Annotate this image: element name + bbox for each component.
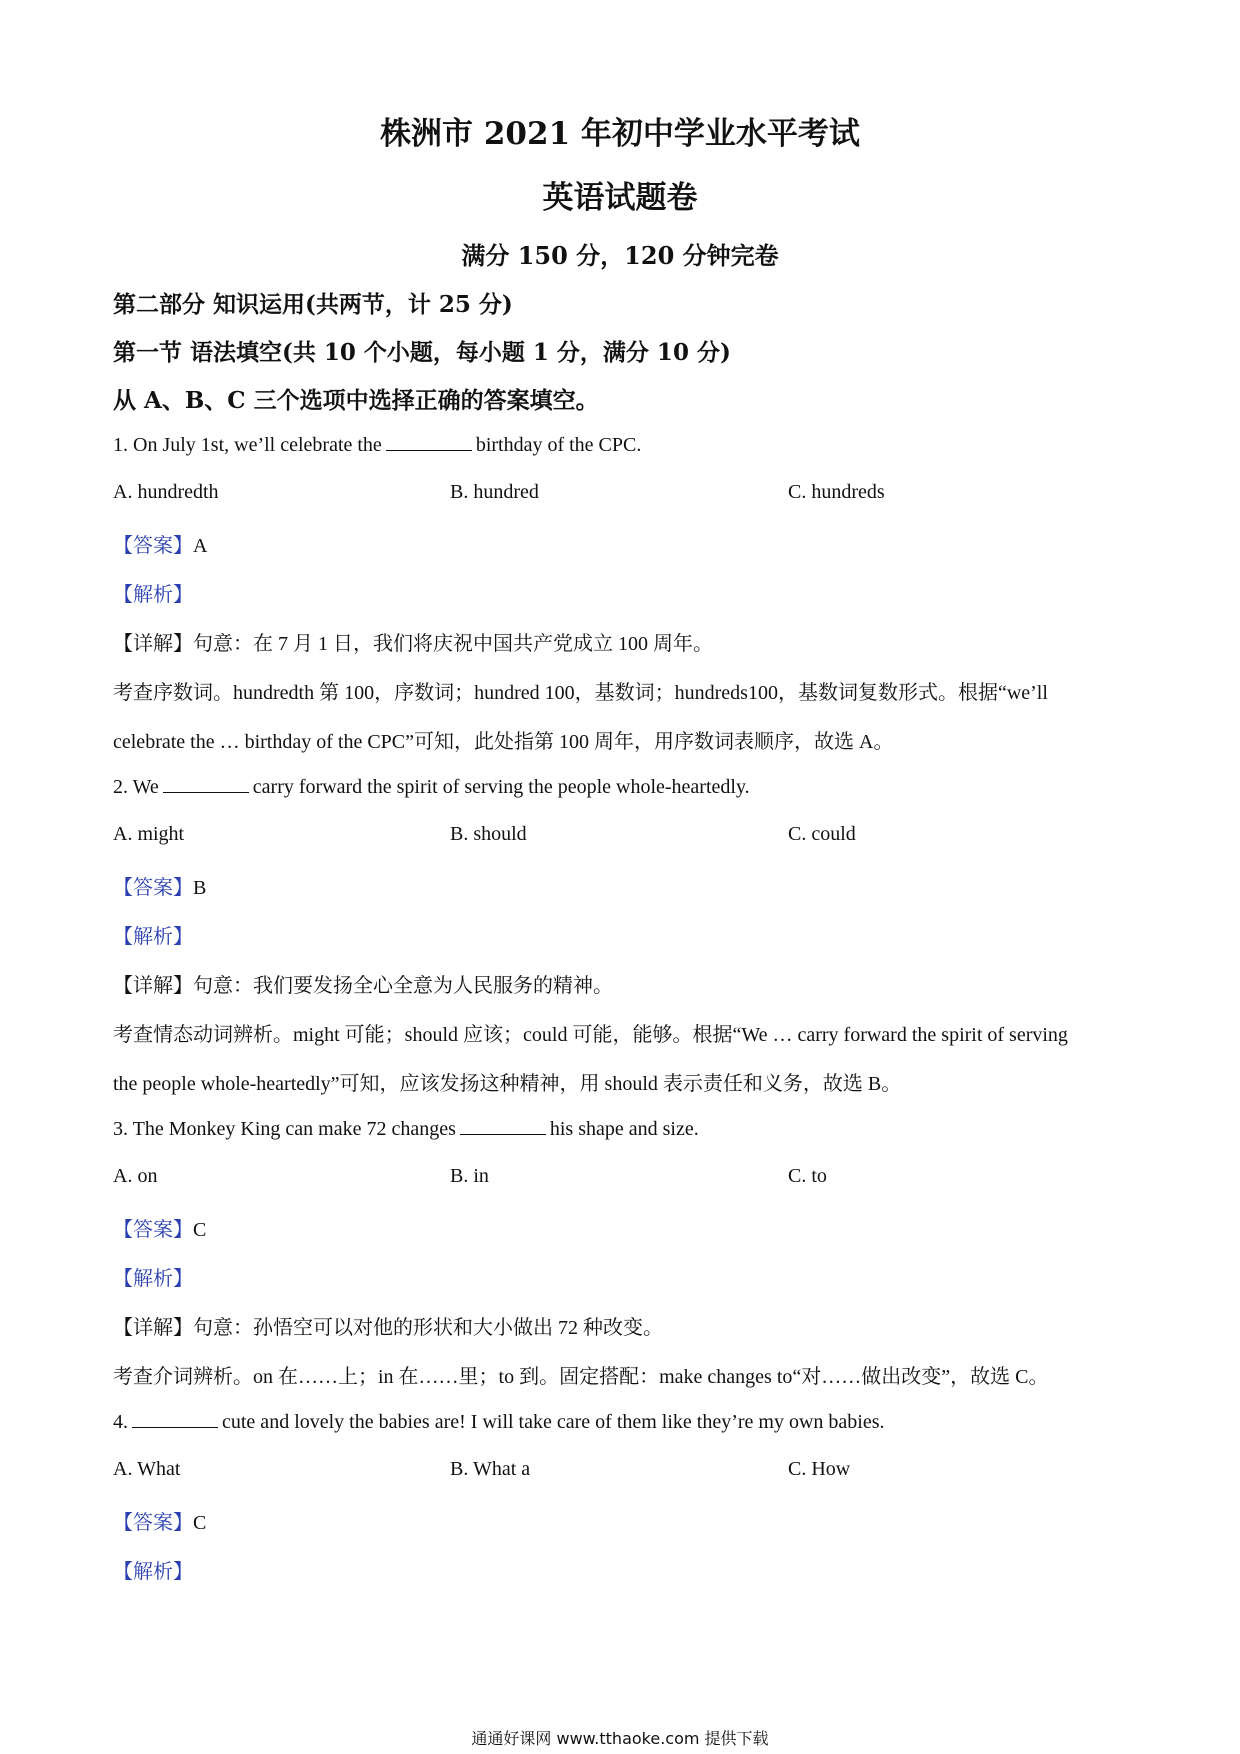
detail-line [113, 627, 1143, 656]
section-part: 第二部分 知识运用(共两节，计 25 分) [113, 291, 513, 318]
footer-watermark: 通通好课网 www.tthaoke.com 提供下载 [471, 1729, 769, 1748]
answer-tag: 【答案】 [113, 1219, 193, 1241]
detail-text: 句意：我们要发扬全心全意为人民服务的精神。 [193, 975, 613, 997]
detail-tag: 【详解】 [113, 1317, 193, 1339]
score-info: 满分 150 分，120 分钟完卷 [461, 241, 779, 270]
answer-value: B [193, 877, 207, 899]
detail-line [113, 1311, 1143, 1340]
detail-line [113, 969, 1143, 998]
explanation-line: 考查介词辨析。on 在……上；in 在……里；to 到。固定搭配：make changes to“对……做出改变”，故选 C。 [113, 1366, 1049, 1388]
question-3-stem [113, 1116, 1143, 1141]
option-c: C. to [788, 1165, 827, 1187]
stem-after: carry forward the spirit of serving the people whole-heartedly. [252, 776, 750, 798]
option-a: A. hundredth [113, 481, 219, 503]
option-a: A. might [113, 823, 185, 845]
answer-tag: 【答案】 [113, 1512, 193, 1534]
page-title: 株洲市 2021 年初中学业水平考试 [380, 116, 860, 152]
answer-value: C [193, 1512, 207, 1534]
stem-before: 2. We [113, 776, 159, 798]
answer-value: C [193, 1219, 207, 1241]
section-subsection: 第一节 语法填空(共 10 个小题，每小题 1 分，满分 10 分) [113, 339, 731, 366]
question-4-stem [113, 1409, 1143, 1434]
option-c: C. could [788, 823, 856, 845]
analysis-tag: 【解析】 [113, 584, 193, 606]
option-b: B. What a [450, 1458, 531, 1480]
answer-value: A [193, 535, 208, 557]
answer-blank [386, 432, 472, 451]
stem-after: birthday of the CPC. [475, 434, 642, 456]
stem-before: 4. [113, 1411, 128, 1433]
answer-tag: 【答案】 [113, 877, 193, 899]
page-subtitle: 英语试题卷 [542, 180, 698, 216]
option-b: B. hundred [450, 481, 539, 503]
analysis-line [113, 1262, 1143, 1291]
stem-before: 3. The Monkey King can make 72 changes [113, 1118, 456, 1140]
question-1-stem [113, 432, 1143, 457]
answer-line [113, 529, 1143, 558]
stem-before: 1. On July 1st, we’ll celebrate the [113, 434, 382, 456]
analysis-tag: 【解析】 [113, 926, 193, 948]
explanation-line: celebrate the … birthday of the CPC”可知，此处指第 100 周年，用序数词表顺序，故选 A。 [113, 731, 894, 753]
option-a: A. on [113, 1165, 158, 1187]
answer-line [113, 871, 1143, 900]
answer-line [113, 1506, 1143, 1535]
answer-line [113, 1213, 1143, 1242]
stem-after: cute and lovely the babies are! I will take care of them like they’re my own babies. [222, 1411, 885, 1433]
option-c: C. hundreds [788, 481, 885, 503]
question-2-stem [113, 774, 1143, 799]
analysis-line [113, 1555, 1143, 1584]
stem-after: his shape and size. [549, 1118, 699, 1140]
analysis-tag: 【解析】 [113, 1561, 193, 1583]
detail-text: 句意：在 7 月 1 日，我们将庆祝中国共产党成立 100 周年。 [193, 633, 713, 655]
answer-blank [163, 774, 249, 793]
explanation-line: 考查情态动词辨析。might 可能；should 应该；could 可能，能够。根据“We … carry forward the spirit of serving [113, 1024, 1068, 1046]
detail-tag: 【详解】 [113, 633, 193, 655]
analysis-line [113, 920, 1143, 949]
option-b: B. should [450, 823, 527, 845]
analysis-tag: 【解析】 [113, 1268, 193, 1290]
option-b: B. in [450, 1165, 489, 1187]
option-c: C. How [788, 1458, 851, 1480]
analysis-line [113, 578, 1143, 607]
answer-tag: 【答案】 [113, 535, 193, 557]
answer-blank [460, 1116, 546, 1135]
answer-blank [132, 1409, 218, 1428]
explanation-line: 考查序数词。hundredth 第 100，序数词；hundred 100，基数词；hundreds100，基数词复数形式。根据“we’ll [113, 682, 1048, 704]
section-instruction: 从 A、B、C 三个选项中选择正确的答案填空。 [113, 387, 599, 414]
detail-text: 句意：孙悟空可以对他的形状和大小做出 72 种改变。 [193, 1317, 663, 1339]
detail-tag: 【详解】 [113, 975, 193, 997]
explanation-line: the people whole-heartedly”可知，应该发扬这种精神，用 should 表示责任和义务，故选 B。 [113, 1073, 902, 1095]
option-a: A. What [113, 1458, 181, 1480]
